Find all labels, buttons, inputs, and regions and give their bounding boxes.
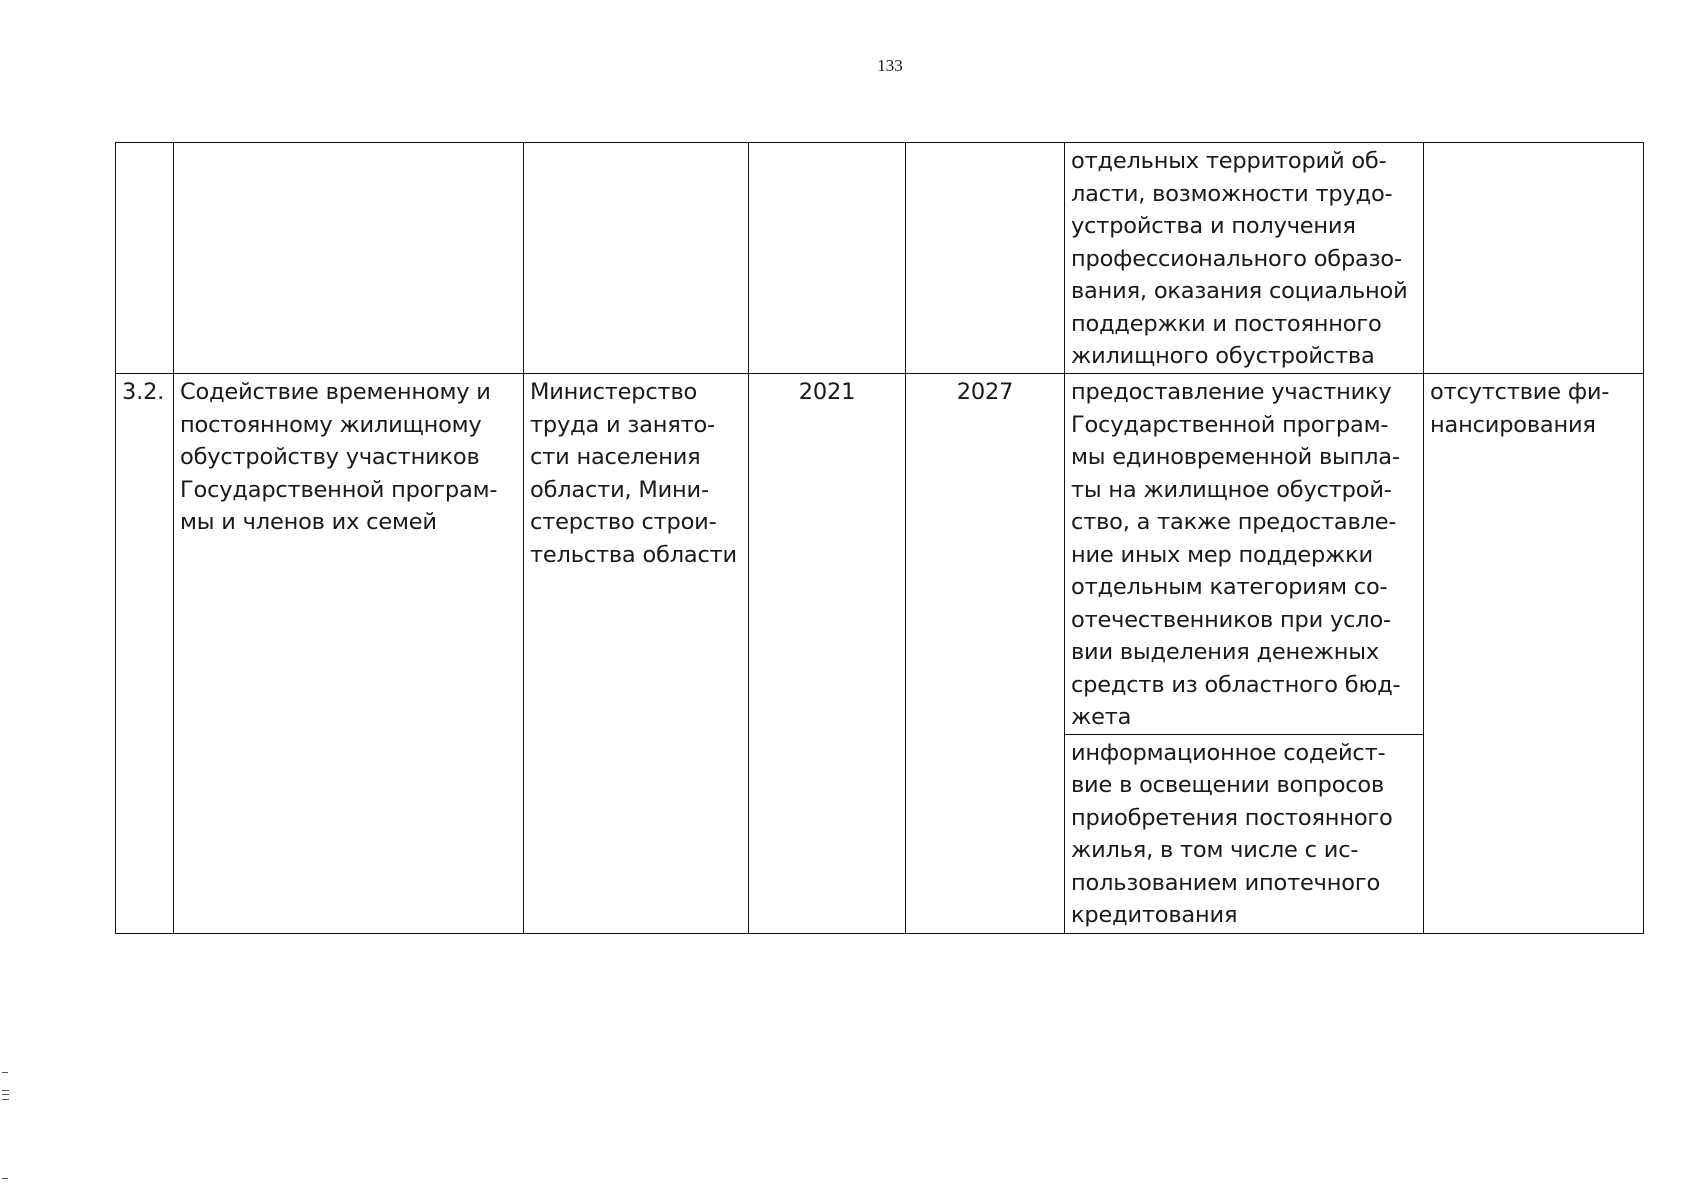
table-row-continued: [116, 143, 1644, 374]
table-row-3-2: [116, 374, 1644, 735]
cell-result-1: предоставление участнику Государственной програм- мы единовременной выпла- ты на жилищное обустрой- ство, а также предоставле- ние иных мер поддержки отдельным категориям со- отечественников при усло- вии выделения денежных средств из областного бюд- жета: [1065, 374, 1424, 735]
measures-table: [115, 142, 1644, 934]
cell-risk: отсутствие фи- нансирования: [1424, 374, 1644, 934]
cell-result: отдельных территорий об- ласти, возможности трудо- устройства и получения профессионального образо- вания, оказания социальной поддержки и постоянного жилищного обустройства: [1065, 143, 1424, 374]
cell-activity: Содействие временному и постоянному жилищному обустройству участников Государственной програм- мы и членов их семей: [174, 374, 524, 934]
cell-number: 3.2.: [116, 374, 174, 934]
cell-executor: [524, 143, 749, 374]
cell-activity: [174, 143, 524, 374]
cell-start-year: [749, 143, 906, 374]
page-number: 133: [877, 56, 903, 75]
scan-margin-marks: [0, 1056, 12, 1186]
cell-end-year: [906, 143, 1065, 374]
cell-end-year: 2027: [906, 374, 1065, 934]
cell-risk: [1424, 143, 1644, 374]
cell-executor: Министерство труда и занято- сти населения области, Мини- стерство строи- тельства области: [524, 374, 749, 934]
cell-start-year: 2021: [749, 374, 906, 934]
cell-number: [116, 143, 174, 374]
cell-result-2: информационное содейст- вие в освещении вопросов приобретения постоянного жилья, в том числе с ис- пользованием ипотечного кредитования: [1065, 734, 1424, 933]
